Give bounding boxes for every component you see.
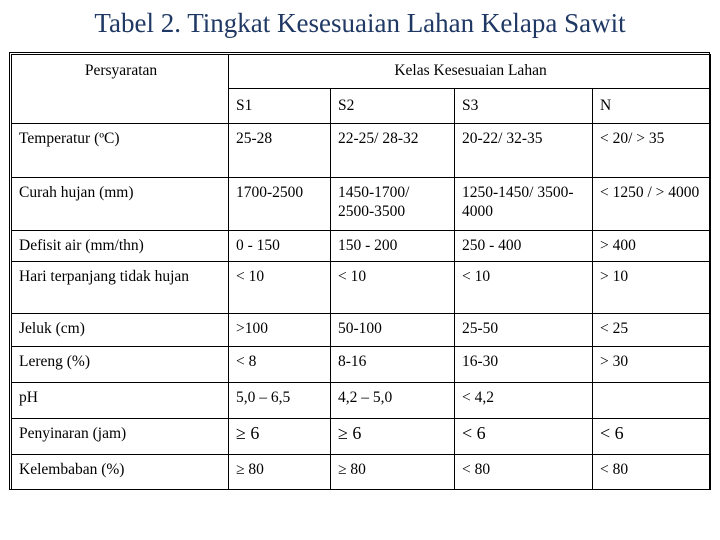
requirement-cell: Defisit air (mm/thn): [12, 231, 229, 262]
value-cell: 25-28: [229, 124, 331, 178]
value-cell: < 10: [229, 262, 331, 314]
value-cell: < 6: [593, 419, 711, 454]
table-row: [12, 314, 711, 347]
requirement-cell: Temperatur (ºC): [12, 124, 229, 178]
value-cell: ≥ 80: [331, 454, 455, 489]
requirement-cell: Lereng (%): [12, 347, 229, 382]
table-row: [12, 382, 711, 418]
value-cell: 20-22/ 32-35: [455, 124, 593, 178]
value-cell: 50-100: [331, 314, 455, 347]
table-row: [12, 262, 711, 314]
value-cell: < 10: [455, 262, 593, 314]
table-row: [12, 454, 711, 489]
header-blank-cell: [12, 89, 229, 124]
requirement-cell: Curah hujan (mm): [12, 177, 229, 231]
value-cell: 150 - 200: [331, 231, 455, 262]
class-header: S2: [331, 89, 455, 124]
value-cell: < 1250 / > 4000: [593, 177, 711, 231]
header-row-group: [12, 55, 711, 89]
value-cell: ≥ 80: [229, 454, 331, 489]
requirement-cell: pH: [12, 382, 229, 418]
value-cell: < 25: [593, 314, 711, 347]
table-row: [12, 419, 711, 454]
requirement-cell: Penyinaran (jam): [12, 419, 229, 454]
value-cell: 1250-1450/ 3500-4000: [455, 177, 593, 231]
suitability-table: [11, 54, 711, 490]
table-row: [12, 347, 711, 382]
table-row: [12, 177, 711, 231]
value-cell: 1450-1700/ 2500-3500: [331, 177, 455, 231]
class-header: S3: [455, 89, 593, 124]
value-cell: 4,2 – 5,0: [331, 382, 455, 418]
requirement-cell: Hari terpanjang tidak hujan: [12, 262, 229, 314]
table-row: [12, 231, 711, 262]
requirement-cell: Kelembaban (%): [12, 454, 229, 489]
value-cell: 5,0 – 6,5: [229, 382, 331, 418]
value-cell: < 20/ > 35: [593, 124, 711, 178]
class-header: S1: [229, 89, 331, 124]
value-cell: 250 - 400: [455, 231, 593, 262]
value-cell: < 10: [331, 262, 455, 314]
value-cell: < 80: [455, 454, 593, 489]
header-requirement: Persyaratan: [12, 55, 229, 89]
value-cell: < 8: [229, 347, 331, 382]
value-cell: > 10: [593, 262, 711, 314]
value-cell: 16-30: [455, 347, 593, 382]
value-cell: >100: [229, 314, 331, 347]
value-cell: 22-25/ 28-32: [331, 124, 455, 178]
table-row: [12, 124, 711, 178]
value-cell: ≥ 6: [331, 419, 455, 454]
value-cell: 8-16: [331, 347, 455, 382]
value-cell: ≥ 6: [229, 419, 331, 454]
value-cell: < 4,2: [455, 382, 593, 418]
header-class-group: Kelas Kesesuaian Lahan: [229, 55, 711, 89]
value-cell: 25-50: [455, 314, 593, 347]
table-title: Tabel 2. Tingkat Kesesuaian Lahan Kelapa Sawit: [94, 8, 626, 38]
value-cell: [593, 382, 711, 418]
value-cell: < 80: [593, 454, 711, 489]
value-cell: 0 - 150: [229, 231, 331, 262]
value-cell: > 30: [593, 347, 711, 382]
header-row-classes: [12, 89, 711, 124]
value-cell: 1700-2500: [229, 177, 331, 231]
requirement-cell: Jeluk (cm): [12, 314, 229, 347]
value-cell: < 6: [455, 419, 593, 454]
class-header: N: [593, 89, 711, 124]
value-cell: > 400: [593, 231, 711, 262]
